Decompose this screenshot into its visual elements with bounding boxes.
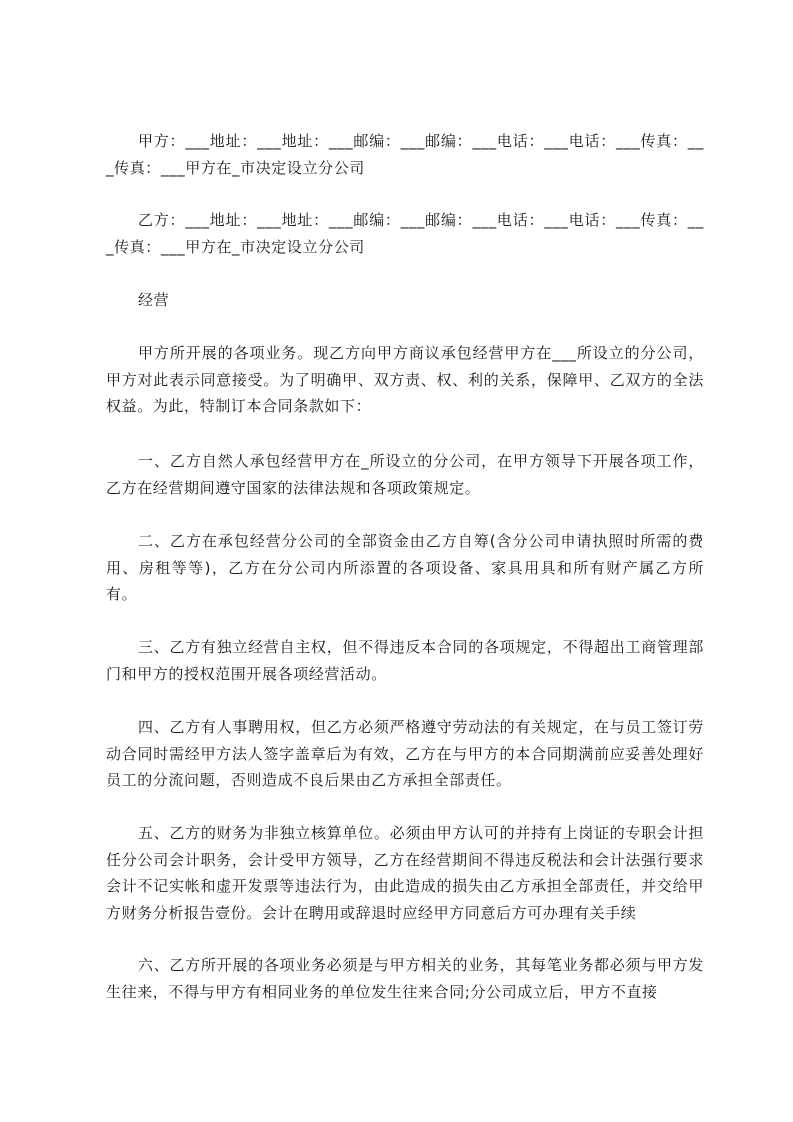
clause-4: 四、乙方有人事聘用权，但乙方必须严格遵守劳动法的有关规定，在与员工签订劳动合同时需经甲方法人签字盖章后为有效，乙方在与甲方的本合同期满前应妥善处理好员工的分流问题，否则造成不良后果由乙方承担全部责任。 — [106, 718, 704, 789]
clause-3: 三、乙方有独立经营自主权，但不得违反本合同的各项规定，不得超出工商管理部门和甲方的授权范围开展各项经营活动。 — [106, 638, 704, 683]
clause-2: 二、乙方在承包经营分公司的全部资金由乙方自筹(含分公司申请执照时所需的费用、房租等等)，乙方在分公司内所添置的各项设备、家具用具和所有财产属乙方所有。 — [106, 532, 704, 603]
clause-5: 五、乙方的财务为非独立核算单位。必须由甲方认可的并持有上岗证的专职会计担任分公司会计职务，会计受甲方领导，乙方在经营期间不得违反税法和会计法强行要求会计不记实帐和虚开发票等违法行为，由此造成的损失由乙方承担全部责任，并交给甲方财务分析报告壹份。会计在聘用或辞退时应经甲方同意后方可办理有关手续 — [106, 824, 704, 922]
party-b-info: 乙方：___地址：___地址：___邮编：___邮编：___电话：___电话：___传真：___传真：___甲方在_市决定设立分公司 — [106, 211, 704, 256]
intro-paragraph: 甲方所开展的各项业务。现乙方向甲方商议承包经营甲方在___所设立的分公司，甲方对此表示同意接受。为了明确甲、双方责、权、利的关系，保障甲、乙双方的全法权益。为此，特制订本合同条款如下： — [106, 344, 704, 415]
clause-1: 一、乙方自然人承包经营甲方在_所设立的分公司，在甲方领导下开展各项工作，乙方在经营期间遵守国家的法律法规和各项政策规定。 — [106, 452, 704, 497]
section-heading: 经营 — [138, 291, 170, 309]
party-a-info: 甲方：___地址：___地址：___邮编：___邮编：___电话：___电话：___传真：___传真：___甲方在_市决定设立分公司 — [106, 132, 704, 177]
clause-6: 六、乙方所开展的各项业务必须是与甲方相关的业务，其每笔业务都必须与甲方发生往来，不得与甲方有相同业务的单位发生往来合同;分公司成立后，甲方不直接 — [106, 956, 704, 1001]
